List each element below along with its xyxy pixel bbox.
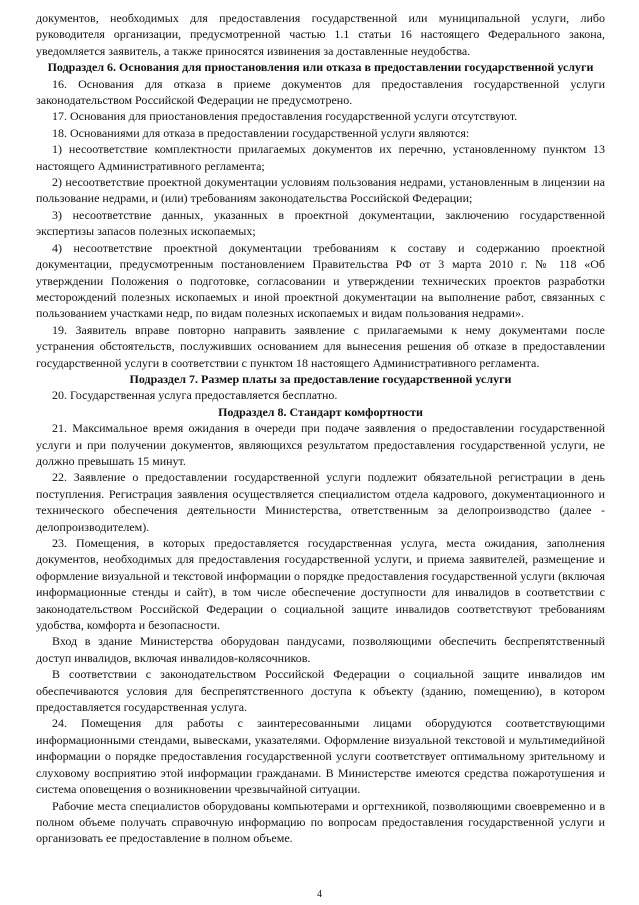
paragraph-21: 21. Максимальное время ожидания в очереди при подаче заявления о предоставлении государственной услуги и при получении документов, являющихся результатом предоставления государственной услуги, не должно превышать 15 минут. <box>36 421 605 468</box>
page-number: 4 <box>317 889 322 900</box>
paragraph-24-workplaces: Рабочие места специалистов оборудованы компьютерами и оргтехникой, позволяющими своевременно и в полном объеме получать справочную информацию по вопросам предоставления государственной услуги и организовать ее предоставление в полном объеме. <box>36 798 605 846</box>
paragraph-23-entrance: Вход в здание Министерства оборудован пандусами, позволяющими обеспечить беспрепятственный доступ инвалидов, включая инвалидов-колясочников. <box>36 634 605 665</box>
section-7-heading: Подраздел 7. Размер платы за предоставление государственной услуги <box>129 371 512 386</box>
section-8-heading: Подраздел 8. Стандарт комфортности <box>218 404 423 419</box>
paragraph-18-item-4: 4) несоответствие проектной документации требованиям к составу и содержанию проектной документации, предусмотренным постановлением Правительства РФ от 3 марта 2010 г. № 118 «Об утверждении Положения о подготовке, согласовании и утверждении технических проектов разработки месторождений полезных ископаемых и иной проектной документации на выполнение работ, связанных с пользованием участками недр, по видам полезных ископаемых и видам пользования недрами». <box>36 240 605 321</box>
paragraph-18: 18. Основаниями для отказа в предоставлении государственной услуги являются: <box>52 125 470 140</box>
paragraph-16: 16. Основания для отказа в приеме документов для предоставления государственной услуги законодательством Российской Федерации не предусмотрено. <box>36 76 605 108</box>
paragraph-18-item-1: 1) несоответствие комплектности прилагаемых документов их перечню, установленному пунктом 13 настоящего Административного регламента; <box>36 142 605 173</box>
paragraph-19: 19. Заявитель вправе повторно направить заявление с прилагаемыми к нему документами после устранения обстоятельств, послуживших основанием для вынесения решения об отказе в предоставлении государственной услуги в соответствии с пунктом 18 настоящего Административного регламента. <box>36 322 605 370</box>
paragraph-18-item-3: 3) несоответствие данных, указанных в проектной документации, заключению государственной экспертизы запасов полезных ископаемых; <box>36 207 605 239</box>
paragraph-22: 22. Заявление о предоставлении государственной услуги подлежит обязательной регистрации в день поступления. Регистрация заявления осуществляется специалистом отдела кадрового, документационного и технического обеспечения деятельности Министерства, ответственным за делопроизводство (далее - делопроизводителем). <box>36 470 605 534</box>
paragraph-18-item-2: 2) несоответствие проектной документации условиям пользования недрами, установленным в лицензии на пользование недрами, и (или) требованиям законодательства Российской Федерации; <box>36 175 605 206</box>
paragraph-20: 20. Государственная услуга предоставляется бесплатно. <box>52 388 338 403</box>
paragraph-23-disabled-access: В соответствии с законодательством Российской Федерации о социальной защите инвалидов им обеспечиваются условия для беспрепятственного доступа к объекту (зданию, помещению), в котором предоставляется государственная услуга. <box>36 667 605 715</box>
paragraph-24: 24. Помещения для работы с заинтересованными лицами оборудуются соответствующими информационными стендами, вывесками, указателями. Оформление визуальной текстовой и мультимедийной информации о порядке предоставления государственной услуги соответствует оптимальному зрительному и слуховому восприятию этой информации гражданами. В Министерстве имеются средства пожаротушения и система оповещения о возникновении чрезвычайной ситуации. <box>36 716 605 797</box>
intro-paragraph: документов, необходимых для предоставления государственной или муниципальной услуги, либо руководителя организации, предусмотренной частью 1.1 статьи 16 настоящего Федерального закона, уведомляется заявитель, а также приносятся извинения за доставленные неудобства. <box>36 11 605 58</box>
paragraph-17: 17. Основания для приостановления предоставления государственной услуги отсутствуют. <box>52 109 518 124</box>
section-6-heading: Подраздел 6. Основания для приостановления или отказа в предоставлении государственной услуги <box>47 60 594 75</box>
paragraph-23: 23. Помещения, в которых предоставляется государственная услуга, места ожидания, заполнения документов, необходимых для предоставления государственной услуги, и приема заявителей, размещение и оформление визуальной и текстовой информации о порядке предоставления государственной услуги (включая информационные стенды и сайт), в том числе обеспечение доступности для инвалидов в соответствии с законодательством Российской Федерации о социальной защите инвалидов соответствуют требованиям удобства, комфорта и безопасности. <box>36 536 605 633</box>
